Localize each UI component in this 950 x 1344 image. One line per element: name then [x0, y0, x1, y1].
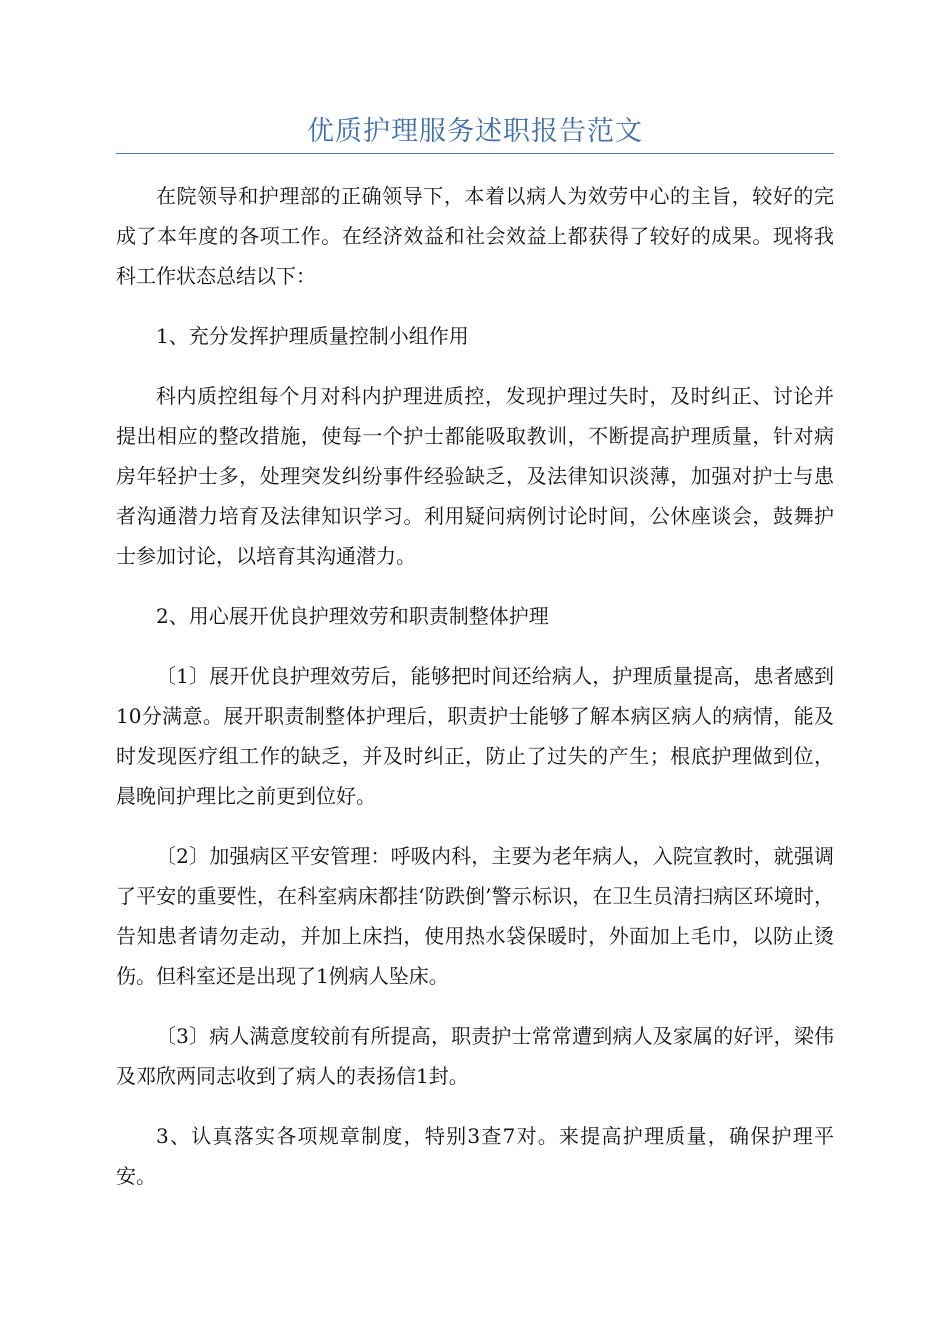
item-1-paragraph: 〔1〕展开优良护理效劳后，能够把时间还给病人，护理质量提高，患者感到10分满意。展开职责制整体护理后，职责护士能够了解本病区病人的病情，能及时发现医疗组工作的缺乏，并及时纠正，防止了过失的产生；根底护理做到位，晨晚间护理比之前更到位好。 [116, 664, 834, 808]
section-heading-2: 2、用心展开优良护理效劳和职责制整体护理 [156, 604, 549, 628]
section-heading-1: 1、充分发挥护理质量控制小组作用 [156, 324, 469, 348]
document-body [116, 176, 834, 1216]
item-2-paragraph: 〔2〕加强病区平安管理：呼吸内科，主要为老年病人，入院宣教时，就强调了平安的重要性，在科室病床都挂‘防跌倒’警示标识，在卫生员清扫病区环境时，告知患者请勿走动，并加上床挡，使用热水袋保暖时，外面加上毛巾，以防止烫伤。但科室还是出现了1例病人坠床。 [116, 844, 834, 988]
item-3-paragraph: 〔3〕病人满意度较前有所提高，职责护士常常遭到病人及家属的好评，梁伟及邓欣两同志收到了病人的表扬信1封。 [116, 1024, 834, 1088]
intro-paragraph: 在院领导和护理部的正确领导下，本着以病人为效劳中心的主旨，较好的完成了本年度的各项工作。在经济效益和社会效益上都获得了较好的成果。现将我科工作状态总结以下： [116, 184, 834, 288]
section-1-paragraph: 科内质控组每个月对科内护理进质控，发现护理过失时，及时纠正、讨论并提出相应的整改措施，使每一个护士都能吸取教训，不断提高护理质量，针对病房年轻护士多，处理突发纠纷事件经验缺乏，及法律知识淡薄，加强对护士与患者沟通潜力培育及法律知识学习。利用疑问病例讨论时间，公休座谈会，鼓舞护士参加讨论，以培育其沟通潜力。 [116, 384, 834, 568]
document-title: 优质护理服务述职报告范文 [307, 116, 643, 147]
title-underline [116, 153, 834, 154]
section-3-paragraph: 3、认真落实各项规章制度，特别3查7对。来提高护理质量，确保护理平安。 [116, 1124, 834, 1188]
